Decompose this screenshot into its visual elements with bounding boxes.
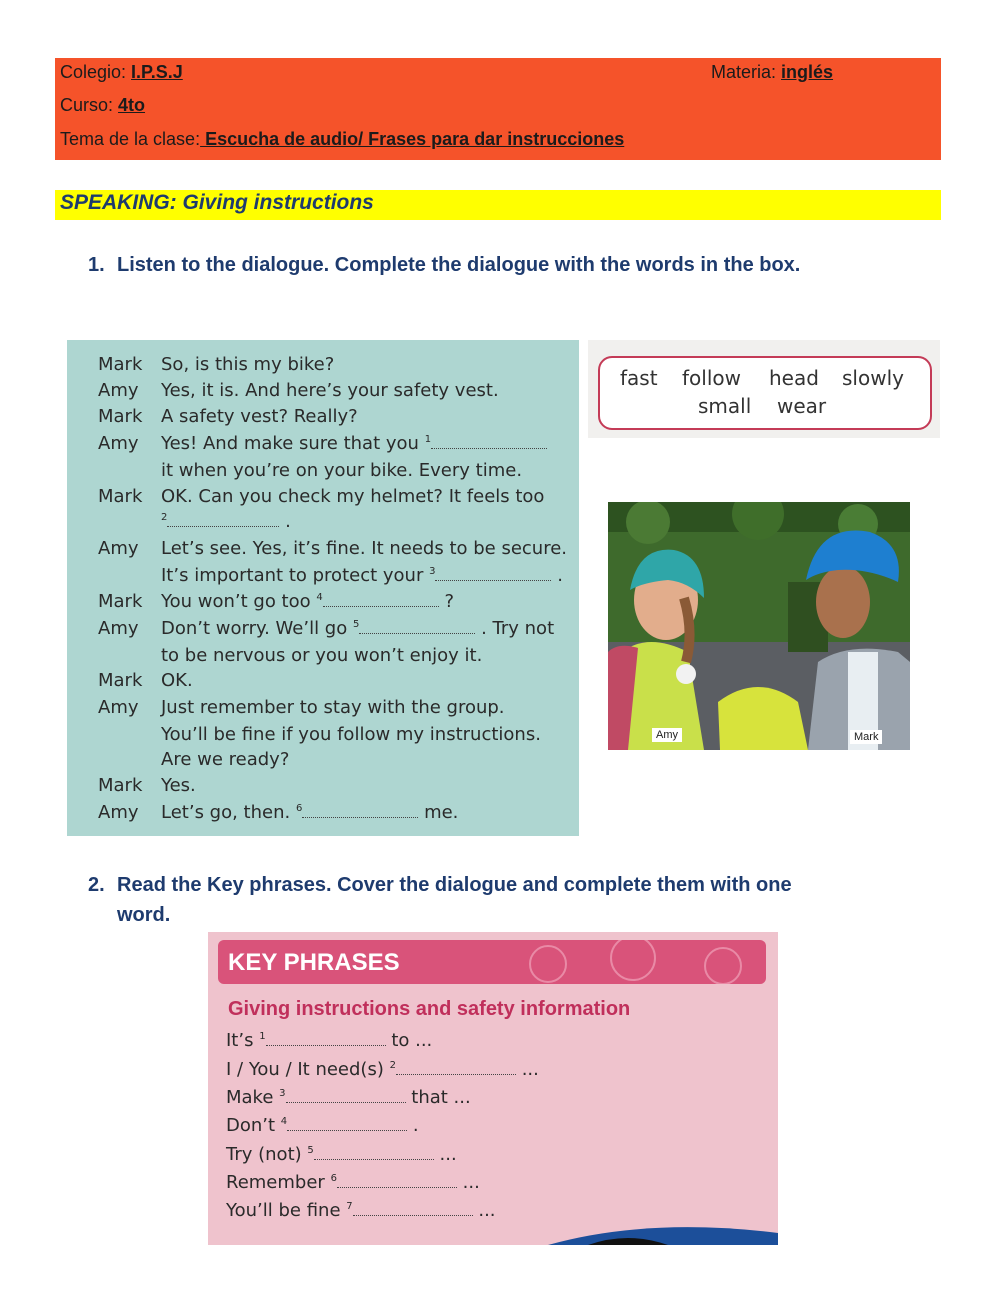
cyclists-illustration — [608, 502, 910, 750]
answer-blank[interactable] — [266, 1031, 386, 1046]
dialogue-text-content: to be nervous or you won’t enjoy it. — [161, 645, 483, 666]
word-head: head — [769, 366, 819, 390]
dialogue-text — [161, 618, 554, 639]
key-phrase-start: Make — [226, 1087, 274, 1108]
dialogue-text — [161, 724, 541, 745]
blank-number: 2 — [161, 512, 168, 523]
answer-blank[interactable] — [314, 1145, 434, 1160]
blank-number: 6 — [295, 803, 303, 814]
key-phrase-row — [226, 1115, 419, 1136]
key-phrase-start: Remember — [226, 1172, 325, 1193]
dialogue-text — [161, 697, 505, 718]
section-title-bar — [55, 190, 941, 220]
dialogue-speaker: Mark — [98, 591, 143, 612]
blank-number: 3 — [279, 1088, 286, 1099]
subject-label: Materia: — [711, 62, 782, 82]
dialogue-text — [161, 775, 196, 796]
question-1 — [88, 250, 968, 280]
dialogue-text — [161, 406, 358, 427]
answer-blank[interactable] — [359, 619, 475, 634]
dialogue-text — [161, 380, 499, 401]
blank-number: 4 — [316, 592, 323, 603]
key-phrase-end: ... — [439, 1144, 457, 1165]
key-phrase-start: Try (not) — [226, 1144, 302, 1165]
key-phrases-panel — [208, 932, 778, 1245]
dialogue-speaker: Mark — [98, 354, 143, 375]
answer-blank[interactable] — [287, 1116, 407, 1131]
dialogue-text — [161, 460, 522, 481]
dialogue-speaker: Mark — [98, 670, 143, 691]
dialogue-text-content: Are we ready? — [161, 749, 290, 770]
blank-number: 1 — [424, 434, 432, 445]
dialogue-text-content: Yes. — [161, 775, 196, 796]
key-phrases-subtitle: Giving instructions and safety information — [228, 998, 631, 1020]
dialogue-text-content: You won’t go too — [161, 591, 311, 612]
key-phrase-start: It’s — [226, 1030, 254, 1051]
answer-blank[interactable] — [353, 1201, 473, 1216]
answer-blank[interactable] — [167, 512, 279, 527]
word-small: small — [698, 394, 752, 418]
key-phrase-end: that ... — [411, 1087, 471, 1108]
key-phrase-start: You’ll be fine — [226, 1200, 341, 1221]
word-fast: fast — [620, 366, 658, 390]
dialogue-text — [161, 354, 334, 375]
dialogue-text — [161, 645, 482, 666]
key-phrase-row — [226, 1144, 457, 1165]
word-follow: follow — [682, 366, 741, 390]
section-title: SPEAKING: Giving instructions — [60, 191, 374, 214]
course-line — [60, 95, 145, 116]
key-phrase-end: ... — [521, 1059, 539, 1080]
answer-blank[interactable] — [337, 1173, 457, 1188]
dialogue-speaker: Amy — [98, 538, 139, 559]
dialogue-panel — [67, 340, 579, 836]
dialogue-text — [161, 670, 193, 691]
question-1-number: 1. — [88, 254, 105, 276]
dialogue-speaker: Amy — [98, 618, 139, 639]
word-box — [598, 356, 932, 430]
word-slowly: slowly — [842, 366, 904, 390]
photo-label-amy: Amy — [652, 728, 682, 742]
key-phrase-end: ... — [462, 1172, 480, 1193]
course-label: Curso: — [60, 95, 119, 115]
dialogue-text-after: me. — [424, 802, 459, 823]
dialogue-text-content: OK. Can you check my helmet? It feels too — [161, 486, 545, 507]
key-phrases-title: KEY PHRASES — [228, 949, 400, 976]
topic-label: Tema de la clase: — [60, 129, 201, 149]
dialogue-speaker: Amy — [98, 433, 139, 454]
word-box-panel — [588, 340, 940, 438]
blank-number: 5 — [352, 619, 360, 630]
school-label: Colegio: — [60, 62, 132, 82]
dialogue-text — [161, 802, 458, 823]
dialogue-text — [161, 565, 563, 586]
key-phrase-row — [226, 1200, 496, 1221]
school-line — [60, 62, 183, 83]
blank-number: 6 — [330, 1173, 337, 1184]
key-phrase-row — [226, 1059, 539, 1080]
dialogue-text — [161, 591, 454, 612]
key-phrases-header — [218, 940, 766, 984]
header-banner — [55, 58, 941, 160]
answer-blank[interactable] — [323, 592, 439, 607]
dialogue-text-content: It’s important to protect your — [161, 565, 424, 586]
dialogue-text-after: ? — [444, 591, 455, 612]
dialogue-speaker: Amy — [98, 697, 139, 718]
key-phrase-start: I / You / It need(s) — [226, 1059, 384, 1080]
topic-line — [60, 129, 624, 150]
dialogue-text-content: Let’s see. Yes, it’s fine. It needs to be secure. — [161, 538, 568, 559]
dialogue-text-after: . — [557, 565, 563, 586]
photo-label-mark: Mark — [850, 730, 882, 744]
answer-blank[interactable] — [435, 566, 551, 581]
word-wear: wear — [777, 394, 827, 418]
question-2 — [88, 870, 968, 930]
topic-value: Escucha de audio/ Frases para dar instrucciones — [200, 129, 625, 149]
key-phrase-row — [226, 1030, 432, 1051]
question-2-text-line1: Read the Key phrases. Cover the dialogue and complete them with one — [117, 874, 792, 896]
question-1-text: Listen to the dialogue. Complete the dialogue with the words in the box. — [117, 254, 801, 276]
key-phrase-end: to ... — [391, 1030, 433, 1051]
key-phrase-row — [226, 1172, 480, 1193]
school-value: I.P.S.J — [131, 62, 183, 82]
blank-number: 1 — [259, 1031, 266, 1042]
dialogue-text — [161, 538, 567, 559]
dialogue-speaker: Mark — [98, 406, 143, 427]
dialogue-text-content: You’ll be fine if you follow my instructions. — [161, 724, 541, 745]
dialogue-text-content: Let’s go, then. — [161, 802, 291, 823]
key-phrase-row — [226, 1087, 471, 1108]
dialogue-text-content: Yes! And make sure that you — [161, 433, 419, 454]
dialogue-text-content: So, is this my bike? — [161, 354, 335, 375]
dialogue-text — [161, 486, 544, 507]
dialogue-speaker: Mark — [98, 486, 143, 507]
blank-number: 4 — [280, 1116, 288, 1127]
dialogue-text-content: OK. — [161, 670, 193, 691]
blank-number: 5 — [307, 1145, 314, 1156]
answer-blank[interactable] — [396, 1060, 516, 1075]
dialogue-text — [161, 433, 547, 454]
dialogue-text-content: Don’t worry. We’ll go — [161, 618, 348, 639]
question-2-text-line2: word. — [117, 904, 171, 926]
cyclists-photo — [608, 502, 910, 750]
blank-number: 2 — [389, 1060, 396, 1071]
dialogue-speaker: Amy — [98, 380, 139, 401]
key-phrase-start: Don’t — [226, 1115, 276, 1136]
key-phrase-end: ... — [478, 1200, 496, 1221]
helmet-edge-decoration — [548, 1223, 778, 1245]
dialogue-text-after: . Try not — [481, 618, 555, 639]
dialogue-text-content: A safety vest? Really? — [161, 406, 358, 427]
answer-blank[interactable] — [302, 803, 418, 818]
blank-number: 7 — [346, 1201, 353, 1212]
key-phrase-end: . — [412, 1115, 419, 1136]
blank-number: 3 — [429, 566, 436, 577]
dialogue-text-after: . — [285, 511, 291, 532]
dialogue-text-content: it when you’re on your bike. Every time. — [161, 460, 523, 481]
answer-blank[interactable] — [286, 1088, 406, 1103]
course-value: 4to — [118, 95, 146, 115]
subject-line — [711, 62, 833, 83]
question-2-number: 2. — [88, 874, 105, 896]
subject-value: inglés — [781, 62, 834, 82]
dialogue-text-content: Just remember to stay with the group. — [161, 697, 505, 718]
answer-blank[interactable] — [431, 434, 547, 449]
dialogue-text — [161, 511, 291, 532]
dialogue-text — [161, 749, 289, 770]
dialogue-text-content: Yes, it is. And here’s your safety vest. — [161, 380, 499, 401]
dialogue-speaker: Amy — [98, 802, 139, 823]
dialogue-speaker: Mark — [98, 775, 143, 796]
